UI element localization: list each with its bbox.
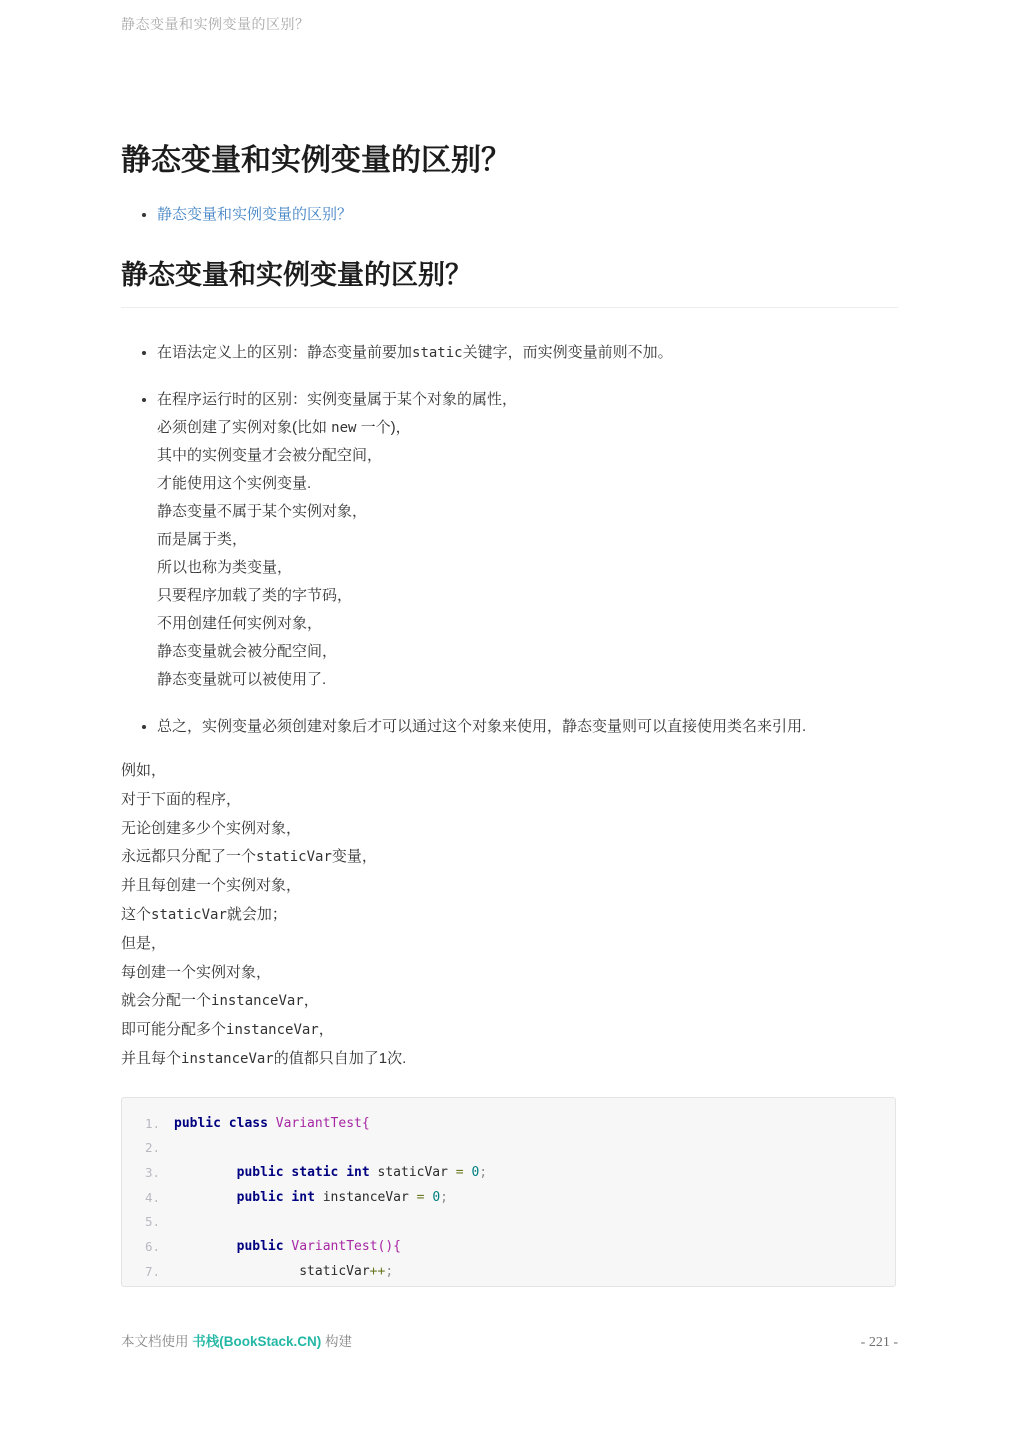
- line-number: 3.: [144, 1164, 160, 1180]
- example-paragraph: [121, 757, 898, 1074]
- code-token: 0: [432, 1189, 441, 1205]
- inline-code: instanceVar: [181, 1050, 274, 1067]
- text-segment: 必须创建了实例对象(比如: [157, 419, 332, 436]
- list-item: [157, 339, 898, 367]
- text-segment: ，: [318, 1021, 334, 1039]
- line-number: 2.: [144, 1140, 160, 1156]
- code-token: staticVar: [174, 1263, 370, 1279]
- text-segment: 不用创建任何实例对象，: [157, 615, 323, 632]
- code-token: public: [236, 1239, 284, 1255]
- code-token: ;: [385, 1263, 394, 1279]
- inline-code: static: [412, 345, 463, 361]
- code-line: [134, 1185, 885, 1210]
- code-token: =: [455, 1164, 464, 1180]
- code-token: [464, 1165, 472, 1180]
- code-token: VariantTest{: [275, 1115, 370, 1131]
- code-token: public int: [236, 1189, 315, 1205]
- code-line: [134, 1111, 885, 1136]
- code-token: [268, 1116, 276, 1131]
- text-segment: 并且每个: [121, 1049, 182, 1067]
- code-token: staticVar: [369, 1164, 456, 1180]
- code-line: [134, 1234, 885, 1259]
- code-token: public static int: [236, 1164, 370, 1180]
- toc-list: [121, 204, 898, 226]
- code-token: ++: [369, 1263, 386, 1279]
- section-heading: 静态变量和实例变量的区别？: [121, 258, 898, 308]
- text-segment: 永远都只分配了一个: [121, 848, 257, 866]
- bookstack-brand-link[interactable]: 书栈(BookStack.CN): [192, 1334, 322, 1349]
- text-segment: 就会分配一个: [121, 992, 212, 1010]
- footer-attribution: [121, 1330, 352, 1350]
- inline-code: staticVar: [151, 906, 227, 923]
- code-token: [174, 1190, 237, 1205]
- text-segment: 在语法定义上的区别：静态变量前要加: [157, 344, 413, 361]
- footer-prefix: 本文档使用: [121, 1334, 193, 1349]
- code-token: public class: [174, 1115, 268, 1131]
- code-token: [174, 1239, 237, 1254]
- text-segment: 而是属于类，: [157, 531, 248, 548]
- text-segment: 所以也称为类变量，: [157, 559, 293, 576]
- code-line: [134, 1135, 885, 1160]
- text-segment: 对于下面的程序，: [121, 790, 242, 808]
- page-footer: [121, 1330, 898, 1351]
- code-token: ;: [479, 1164, 488, 1180]
- text-segment: 静态变量不属于某个实例对象，: [157, 503, 368, 520]
- page-title: 静态变量和实例变量的区别？: [121, 144, 511, 177]
- code-token: instanceVar: [314, 1189, 417, 1205]
- line-number: 6.: [144, 1239, 160, 1255]
- text-segment: 即可能分配多个: [121, 1021, 227, 1039]
- text-segment: 静态变量就可以被使用了.: [157, 671, 327, 688]
- line-number: 7.: [144, 1263, 160, 1279]
- line-number: 1.: [144, 1115, 160, 1131]
- code-block: [121, 1097, 896, 1287]
- code-line: [134, 1259, 885, 1284]
- text-segment: 例如，: [121, 762, 167, 779]
- text-segment: 这个: [121, 905, 152, 923]
- text-segment: 无论创建多少个实例对象，: [121, 819, 302, 837]
- code-token: [424, 1190, 432, 1205]
- text-segment: 静态变量就会被分配空间，: [157, 643, 338, 660]
- text-segment: 每创建一个实例对象，: [121, 963, 272, 981]
- line-number: 4.: [144, 1189, 160, 1205]
- content-list: [121, 339, 898, 741]
- text-segment: 但是，: [121, 934, 167, 952]
- list-item: [157, 713, 898, 741]
- line-number: 5.: [144, 1214, 160, 1230]
- text-segment: 才能使用这个实例变量.: [157, 475, 312, 492]
- text-segment: 关键字，而实例变量前则不加。: [462, 344, 673, 361]
- text-segment: 总之，实例变量必须创建对象后才可以通过这个对象来使用，静态变量则可以直接使用类名来引用.: [157, 718, 807, 735]
- inline-code: instanceVar: [226, 1022, 319, 1039]
- inline-code: instanceVar: [211, 993, 304, 1010]
- toc-link[interactable]: 静态变量和实例变量的区别？: [157, 206, 353, 223]
- inline-code: new: [331, 420, 357, 436]
- toc-item: [157, 204, 898, 226]
- text-segment: 一个)，: [356, 419, 411, 436]
- code-line: [134, 1160, 885, 1185]
- text-segment: 在程序运行时的区别：实例变量属于某个对象的属性，: [157, 391, 518, 408]
- code-token: 0: [471, 1164, 480, 1180]
- footer-suffix: 构建: [321, 1334, 353, 1349]
- code-token: [174, 1165, 237, 1180]
- code-line: [134, 1210, 885, 1235]
- code-token: VariantTest(){: [291, 1239, 401, 1255]
- code-token: =: [416, 1189, 425, 1205]
- text-segment: 变量，: [331, 848, 377, 866]
- text-segment: ，: [303, 992, 319, 1010]
- text-segment: 的值都只自加了1次.: [273, 1049, 407, 1067]
- page-number: - 221 -: [860, 1335, 898, 1350]
- code-token: [284, 1239, 292, 1254]
- text-segment: 并且每创建一个实例对象，: [121, 877, 302, 895]
- inline-code: staticVar: [256, 849, 332, 866]
- text-segment: 就会加；: [226, 905, 287, 923]
- text-segment: 只要程序加载了类的字节码，: [157, 587, 353, 604]
- running-header: 静态变量和实例变量的区别？: [121, 16, 310, 32]
- text-segment: 其中的实例变量才会被分配空间，: [157, 447, 383, 464]
- list-item: [157, 386, 898, 694]
- code-token: ;: [440, 1189, 448, 1205]
